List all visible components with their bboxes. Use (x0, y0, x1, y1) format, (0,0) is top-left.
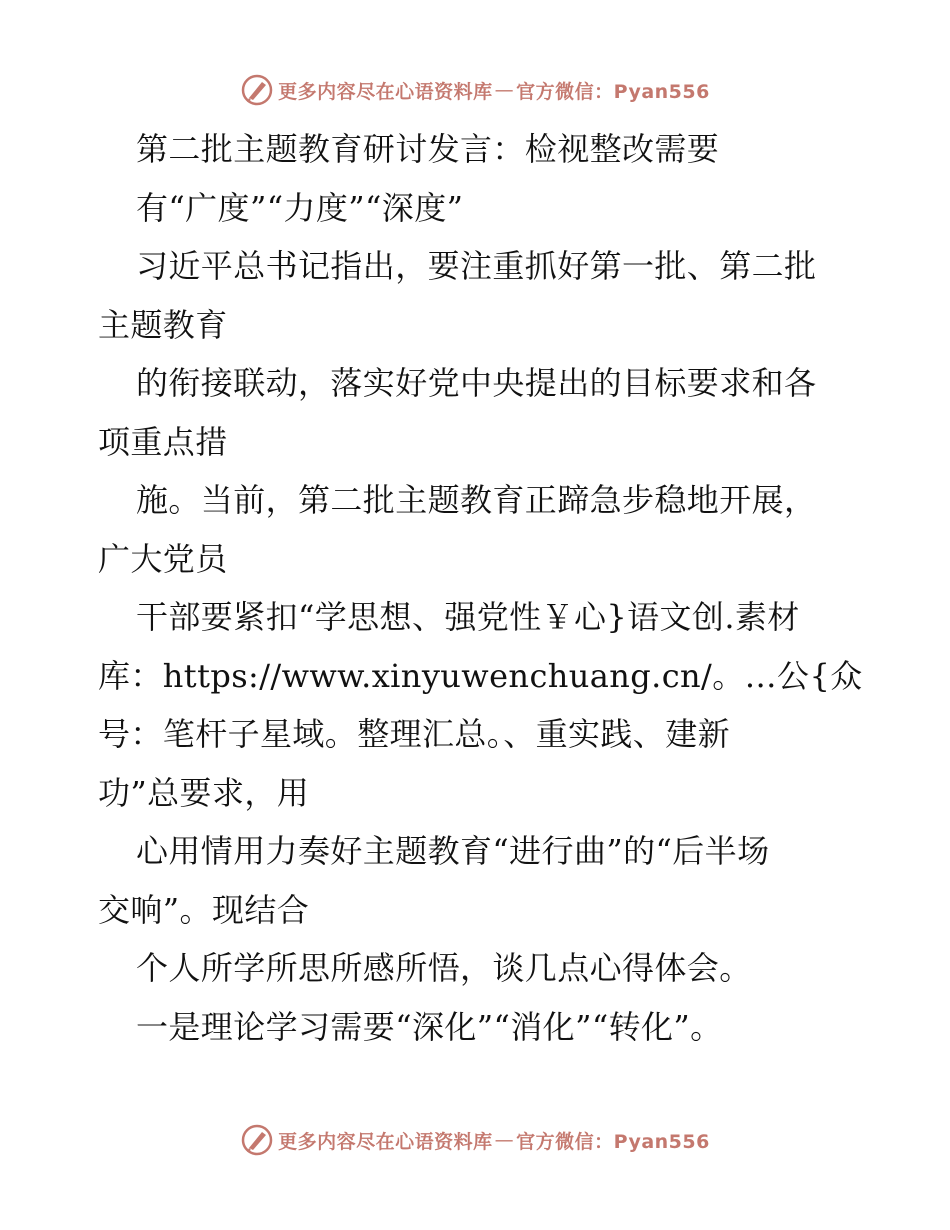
document-line: 号：笔杆子星域。整理汇总。、重实践、建新 (98, 715, 731, 753)
document-line: 交响”。现结合 (98, 890, 310, 929)
document-line: 一是理论学习需要“深化”“消化”“转化”。 (136, 1007, 723, 1046)
document-line: 施。当前，第二批主题教育正蹄急步稳地开展， (136, 481, 817, 519)
watermark-text: 更多内容尽在心语资料库 (278, 1130, 493, 1153)
watermark-contact: 官方微信：Pyan556 (516, 1130, 710, 1153)
header-watermark (0, 70, 950, 110)
document-line: 个人所学所思所感所悟，谈几点心得体会。 (136, 949, 752, 987)
document-line: 广大党员 (98, 539, 228, 578)
document-line: 有“广度”“力度”“深度” (136, 188, 464, 227)
document-line: 项重点措 (98, 422, 228, 461)
watermark-contact: 官方微信：Pyan556 (516, 80, 710, 103)
document-line: 干部要紧扣“学思想、强党性￥心}语文创.素材 (136, 598, 800, 636)
document-line: 心用情用力奏好主题教育“进行曲”的“后半场 (136, 832, 770, 870)
footer-watermark (0, 1120, 950, 1160)
watermark-separator: — (494, 1129, 515, 1151)
document-line: 主题教育 (98, 305, 228, 344)
document-line: 库：https://www.xinyuwenchuang.cn/。…公{众 (98, 656, 863, 695)
quill-pen-logo-icon (240, 1123, 274, 1157)
quill-pen-logo-icon (240, 73, 274, 107)
watermark-text: 更多内容尽在心语资料库 (278, 80, 493, 103)
document-line: 功”总要求，用 (98, 773, 310, 812)
document-line: 第二批主题教育研讨发言：检视整改需要 (136, 130, 720, 168)
document-line: 的衔接联动，落实好党中央提出的目标要求和各 (136, 364, 817, 402)
document-line: 习近平总书记指出，要注重抓好第一批、第二批 (136, 247, 817, 285)
document-body (98, 120, 863, 1056)
watermark-separator: — (494, 79, 515, 101)
